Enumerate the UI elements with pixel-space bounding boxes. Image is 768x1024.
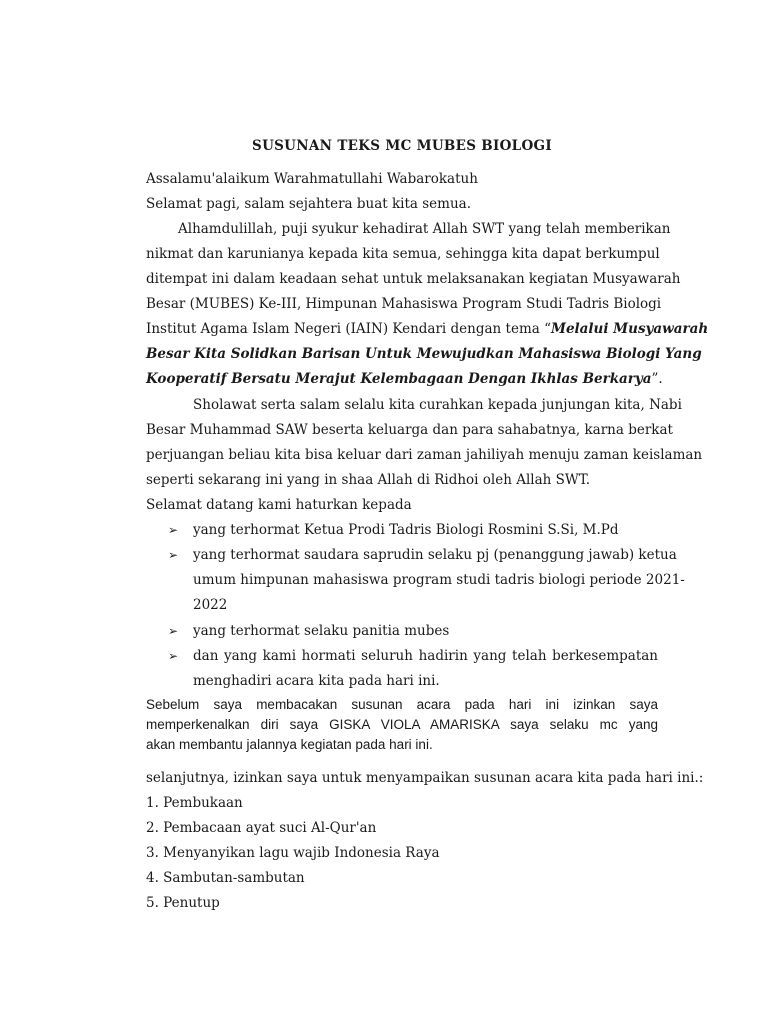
welcome-line: Selamat datang kami haturkan kepada bbox=[146, 497, 412, 513]
agenda-item: 4. Sambutan-sambutan bbox=[146, 870, 305, 886]
agenda-intro-line: selanjutnya, izinkan saya untuk menyampaikan susunan acara kita pada hari ini.: bbox=[146, 770, 704, 786]
theme-text-start: Melalui Musyawarah bbox=[551, 321, 709, 337]
para1-line-4: Besar (MUBES) Ke-III, Himpunan Mahasiswa Program Studi Tadris Biologi bbox=[146, 296, 662, 312]
bullet-2-line-2: umum himpunan mahasiswa program studi tadris biologi periode 2021- bbox=[193, 572, 685, 588]
intro-line-1: Sebelum saya membacakan susunan acara pada hari ini izinkan saya bbox=[146, 697, 658, 712]
document-title: SUSUNAN TEKS MC MUBES BIOLOGI bbox=[252, 138, 552, 154]
para1-line-7 bbox=[146, 371, 663, 387]
para1-line-1: Alhamdulillah, puji syukur kehadirat Allah SWT yang telah memberikan bbox=[178, 221, 671, 237]
bullet-arrow-icon: ➢ bbox=[168, 548, 179, 562]
morning-greeting-line: Selamat pagi, salam sejahtera buat kita semua. bbox=[146, 196, 472, 212]
theme-text-middle: Besar Kita Solidkan Barisan Untuk Mewujudkan Mahasiswa Biologi Yang bbox=[146, 346, 702, 362]
bullet-3: yang terhormat selaku panitia mubes bbox=[193, 623, 450, 639]
para1-line-7-end: ”. bbox=[651, 371, 663, 387]
para2-line-4: seperti sekarang ini yang in shaa Allah di Ridhoi oleh Allah SWT. bbox=[146, 472, 591, 488]
bullet-4-line-2: menghadiri acara kita pada hari ini. bbox=[193, 673, 440, 689]
theme-text-end: Kooperatif Bersatu Merajut Kelembagaan Dengan Ikhlas Berkarya bbox=[146, 371, 652, 387]
para1-line-2: nikmat dan karunianya kepada kita semua, sehingga kita dapat berkumpul bbox=[146, 246, 660, 262]
bullet-2-line-3: 2022 bbox=[193, 597, 228, 613]
para2-line-2: Besar Muhammad SAW beserta keluarga dan para sahabatnya, karna berkat bbox=[146, 422, 673, 438]
bullet-1: yang terhormat Ketua Prodi Tadris Biologi Rosmini S.Si, M.Pd bbox=[193, 522, 619, 538]
agenda-item: 1. Pembukaan bbox=[146, 795, 243, 811]
greeting-line: Assalamu'alaikum Warahmatullahi Wabarokatuh bbox=[146, 171, 478, 187]
bullet-arrow-icon: ➢ bbox=[168, 649, 179, 663]
bullet-arrow-icon: ➢ bbox=[168, 523, 179, 537]
agenda-item: 2. Pembacaan ayat suci Al-Qur'an bbox=[146, 820, 377, 836]
para2-line-3: perjuangan beliau kita bisa keluar dari zaman jahiliyah menuju zaman keislaman bbox=[146, 447, 703, 463]
para1-line-3: ditempat ini dalam keadaan sehat untuk melaksanakan kegiatan Musyawarah bbox=[146, 271, 681, 287]
intro-line-3: akan membantu jalannya kegiatan pada hari ini. bbox=[146, 737, 433, 752]
bullet-arrow-icon: ➢ bbox=[168, 624, 179, 638]
para1-line-5 bbox=[146, 321, 709, 337]
para1-line-5-text: Institut Agama Islam Negeri (IAIN) Kendari dengan tema “ bbox=[146, 321, 551, 337]
agenda-item: 5. Penutup bbox=[146, 895, 220, 911]
bullet-2-line-1: yang terhormat saudara saprudin selaku pj (penanggung jawab) ketua bbox=[193, 547, 677, 563]
agenda-item: 3. Menyanyikan lagu wajib Indonesia Raya bbox=[146, 845, 440, 861]
para2-line-1: Sholawat serta salam selalu kita curahkan kepada junjungan kita, Nabi bbox=[193, 397, 682, 413]
intro-line-2: memperkenalkan diri saya GISKA VIOLA AMARISKA saya selaku mc yang bbox=[146, 717, 658, 732]
bullet-4-line-1: dan yang kami hormati seluruh hadirin yang telah berkesempatan bbox=[193, 648, 658, 664]
